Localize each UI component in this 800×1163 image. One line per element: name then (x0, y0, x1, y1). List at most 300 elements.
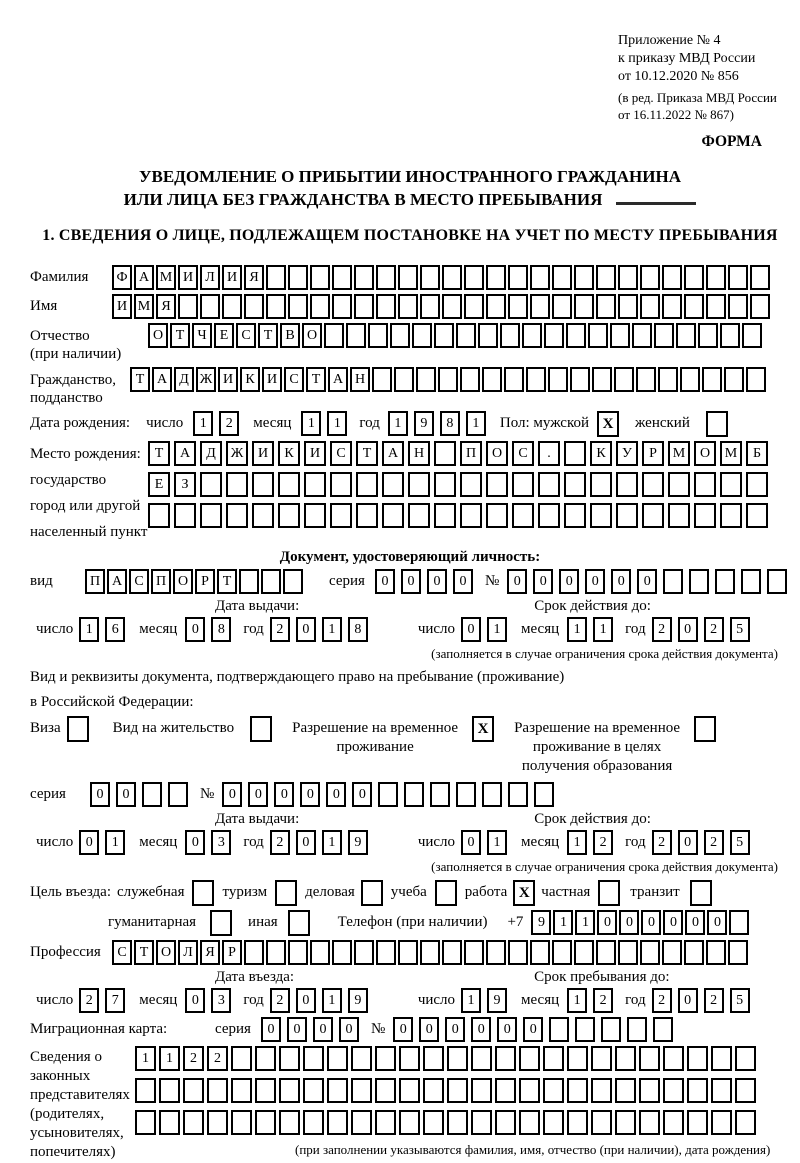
char-cell[interactable]: Т (134, 940, 154, 965)
char-cell[interactable] (728, 940, 748, 965)
char-cell[interactable] (640, 265, 660, 290)
char-cell[interactable] (687, 1046, 708, 1071)
char-cell[interactable]: 2 (593, 988, 613, 1013)
char-cell[interactable]: Д (200, 441, 222, 466)
char-cell[interactable] (767, 569, 787, 594)
char-cell[interactable]: Я (200, 940, 220, 965)
char-cell[interactable]: 0 (611, 569, 631, 594)
char-cell[interactable] (567, 1110, 588, 1135)
char-cell[interactable]: Р (195, 569, 215, 594)
purpose-transit-checkbox[interactable] (690, 880, 712, 906)
char-cell[interactable] (310, 265, 330, 290)
char-cell[interactable]: 1 (322, 988, 342, 1013)
char-cell[interactable] (512, 472, 534, 497)
char-cell[interactable] (183, 1078, 204, 1103)
purpose-business-checkbox[interactable] (361, 880, 383, 906)
char-cell[interactable]: 1 (322, 830, 342, 855)
char-cell[interactable] (420, 265, 440, 290)
char-cell[interactable]: М (134, 294, 154, 319)
char-cell[interactable] (601, 1017, 621, 1042)
char-cell[interactable]: 0 (79, 830, 99, 855)
char-cell[interactable] (654, 323, 674, 348)
temp-residence-checkbox[interactable]: X (472, 716, 494, 742)
char-cell[interactable] (519, 1078, 540, 1103)
char-cell[interactable] (684, 265, 704, 290)
char-cell[interactable]: 1 (461, 988, 481, 1013)
char-cell[interactable]: М (156, 265, 176, 290)
char-cell[interactable] (420, 940, 440, 965)
char-cell[interactable] (538, 503, 560, 528)
char-cell[interactable] (278, 472, 300, 497)
char-cell[interactable]: Я (244, 265, 264, 290)
char-cell[interactable]: 6 (105, 617, 125, 642)
char-cell[interactable] (460, 367, 480, 392)
char-cell[interactable] (500, 323, 520, 348)
char-cell[interactable] (434, 503, 456, 528)
char-cell[interactable] (642, 472, 664, 497)
char-cell[interactable] (615, 1078, 636, 1103)
purpose-private-checkbox[interactable] (598, 880, 620, 906)
char-cell[interactable]: Т (130, 367, 150, 392)
char-cell[interactable] (231, 1110, 252, 1135)
char-cell[interactable] (354, 940, 374, 965)
char-cell[interactable]: И (112, 294, 132, 319)
char-cell[interactable] (614, 367, 634, 392)
char-cell[interactable]: 1 (487, 617, 507, 642)
char-cell[interactable]: 7 (105, 988, 125, 1013)
char-cell[interactable] (591, 1046, 612, 1071)
char-cell[interactable] (591, 1078, 612, 1103)
char-cell[interactable] (255, 1110, 276, 1135)
char-cell[interactable] (653, 1017, 673, 1042)
char-cell[interactable]: 1 (159, 1046, 180, 1071)
char-cell[interactable]: 0 (185, 988, 205, 1013)
char-cell[interactable]: П (151, 569, 171, 594)
char-cell[interactable] (534, 782, 554, 807)
sex-male-checkbox[interactable]: X (597, 411, 619, 437)
char-cell[interactable]: 1 (567, 830, 587, 855)
char-cell[interactable] (278, 503, 300, 528)
char-cell[interactable]: 0 (619, 910, 639, 935)
char-cell[interactable] (346, 323, 366, 348)
char-cell[interactable] (252, 503, 274, 528)
char-cell[interactable]: 2 (704, 830, 724, 855)
char-cell[interactable]: 0 (352, 782, 372, 807)
char-cell[interactable] (332, 265, 352, 290)
char-cell[interactable]: Т (217, 569, 237, 594)
char-cell[interactable]: С (129, 569, 149, 594)
char-cell[interactable] (330, 503, 352, 528)
char-cell[interactable] (398, 265, 418, 290)
char-cell[interactable]: 1 (567, 988, 587, 1013)
char-cell[interactable]: 0 (678, 617, 698, 642)
purpose-other-checkbox[interactable] (288, 910, 310, 936)
char-cell[interactable] (330, 472, 352, 497)
char-cell[interactable]: 1 (322, 617, 342, 642)
char-cell[interactable] (464, 294, 484, 319)
char-cell[interactable]: И (252, 441, 274, 466)
char-cell[interactable]: С (284, 367, 304, 392)
char-cell[interactable] (327, 1078, 348, 1103)
char-cell[interactable] (471, 1110, 492, 1135)
char-cell[interactable] (548, 367, 568, 392)
char-cell[interactable] (618, 294, 638, 319)
char-cell[interactable] (356, 472, 378, 497)
char-cell[interactable]: 0 (296, 830, 316, 855)
char-cell[interactable]: 2 (593, 830, 613, 855)
char-cell[interactable] (668, 472, 690, 497)
char-cell[interactable] (519, 1046, 540, 1071)
purpose-official-checkbox[interactable] (192, 880, 214, 906)
char-cell[interactable]: 0 (375, 569, 395, 594)
char-cell[interactable] (399, 1110, 420, 1135)
char-cell[interactable]: Т (306, 367, 326, 392)
char-cell[interactable]: 2 (704, 988, 724, 1013)
char-cell[interactable] (471, 1078, 492, 1103)
char-cell[interactable] (549, 1017, 569, 1042)
char-cell[interactable]: 0 (326, 782, 346, 807)
char-cell[interactable] (174, 503, 196, 528)
char-cell[interactable]: 1 (553, 910, 573, 935)
char-cell[interactable] (543, 1078, 564, 1103)
char-cell[interactable]: 2 (207, 1046, 228, 1071)
char-cell[interactable] (694, 472, 716, 497)
char-cell[interactable] (303, 1078, 324, 1103)
char-cell[interactable]: 9 (531, 910, 551, 935)
char-cell[interactable] (552, 940, 572, 965)
char-cell[interactable] (668, 503, 690, 528)
char-cell[interactable] (471, 1046, 492, 1071)
char-cell[interactable]: А (107, 569, 127, 594)
char-cell[interactable]: 0 (445, 1017, 465, 1042)
char-cell[interactable] (495, 1078, 516, 1103)
char-cell[interactable] (592, 367, 612, 392)
char-cell[interactable] (255, 1046, 276, 1071)
char-cell[interactable]: 0 (497, 1017, 517, 1042)
edu-residence-checkbox[interactable] (694, 716, 716, 742)
char-cell[interactable]: О (694, 441, 716, 466)
char-cell[interactable] (662, 294, 682, 319)
char-cell[interactable]: Л (200, 265, 220, 290)
char-cell[interactable]: 2 (270, 830, 290, 855)
char-cell[interactable] (574, 265, 594, 290)
char-cell[interactable]: 1 (487, 830, 507, 855)
char-cell[interactable] (639, 1078, 660, 1103)
char-cell[interactable]: Р (222, 940, 242, 965)
char-cell[interactable] (200, 294, 220, 319)
char-cell[interactable]: А (134, 265, 154, 290)
char-cell[interactable] (376, 265, 396, 290)
char-cell[interactable] (552, 294, 572, 319)
char-cell[interactable] (438, 367, 458, 392)
char-cell[interactable] (728, 265, 748, 290)
char-cell[interactable] (404, 782, 424, 807)
char-cell[interactable] (375, 1110, 396, 1135)
char-cell[interactable] (508, 294, 528, 319)
char-cell[interactable]: 8 (348, 617, 368, 642)
char-cell[interactable]: 0 (533, 569, 553, 594)
char-cell[interactable]: П (85, 569, 105, 594)
char-cell[interactable] (618, 265, 638, 290)
char-cell[interactable]: 2 (704, 617, 724, 642)
char-cell[interactable]: 0 (678, 830, 698, 855)
char-cell[interactable] (530, 940, 550, 965)
char-cell[interactable]: 1 (593, 617, 613, 642)
char-cell[interactable] (574, 940, 594, 965)
char-cell[interactable] (616, 472, 638, 497)
char-cell[interactable] (636, 367, 656, 392)
char-cell[interactable]: 0 (393, 1017, 413, 1042)
char-cell[interactable] (706, 265, 726, 290)
char-cell[interactable] (423, 1078, 444, 1103)
char-cell[interactable] (356, 503, 378, 528)
char-cell[interactable] (442, 265, 462, 290)
char-cell[interactable]: 1 (388, 411, 408, 436)
char-cell[interactable] (266, 265, 286, 290)
char-cell[interactable]: 2 (270, 617, 290, 642)
visa-checkbox[interactable] (67, 716, 89, 742)
char-cell[interactable]: 1 (105, 830, 125, 855)
char-cell[interactable]: Т (258, 323, 278, 348)
char-cell[interactable]: 0 (261, 1017, 281, 1042)
char-cell[interactable] (564, 441, 586, 466)
char-cell[interactable]: 1 (466, 411, 486, 436)
char-cell[interactable] (750, 265, 770, 290)
char-cell[interactable]: 0 (685, 910, 705, 935)
char-cell[interactable] (720, 323, 740, 348)
char-cell[interactable] (741, 569, 761, 594)
char-cell[interactable] (408, 472, 430, 497)
char-cell[interactable]: К (590, 441, 612, 466)
char-cell[interactable] (351, 1046, 372, 1071)
char-cell[interactable]: Т (170, 323, 190, 348)
char-cell[interactable]: П (460, 441, 482, 466)
char-cell[interactable]: К (240, 367, 260, 392)
char-cell[interactable]: 5 (730, 988, 750, 1013)
char-cell[interactable]: 0 (461, 617, 481, 642)
char-cell[interactable] (711, 1046, 732, 1071)
char-cell[interactable] (376, 294, 396, 319)
char-cell[interactable] (676, 323, 696, 348)
char-cell[interactable] (375, 1046, 396, 1071)
char-cell[interactable]: 3 (211, 988, 231, 1013)
char-cell[interactable]: Ж (226, 441, 248, 466)
char-cell[interactable]: Е (214, 323, 234, 348)
char-cell[interactable]: 1 (567, 617, 587, 642)
char-cell[interactable] (398, 294, 418, 319)
char-cell[interactable]: А (328, 367, 348, 392)
char-cell[interactable]: 0 (185, 617, 205, 642)
char-cell[interactable] (486, 940, 506, 965)
char-cell[interactable] (420, 294, 440, 319)
char-cell[interactable] (482, 367, 502, 392)
char-cell[interactable] (658, 367, 678, 392)
char-cell[interactable] (742, 323, 762, 348)
char-cell[interactable] (200, 503, 222, 528)
char-cell[interactable] (746, 503, 768, 528)
char-cell[interactable] (226, 503, 248, 528)
char-cell[interactable]: 2 (270, 988, 290, 1013)
char-cell[interactable] (615, 1110, 636, 1135)
char-cell[interactable]: 0 (678, 988, 698, 1013)
char-cell[interactable] (310, 294, 330, 319)
char-cell[interactable] (183, 1110, 204, 1135)
char-cell[interactable] (486, 472, 508, 497)
char-cell[interactable] (706, 294, 726, 319)
char-cell[interactable]: 9 (487, 988, 507, 1013)
char-cell[interactable] (310, 940, 330, 965)
char-cell[interactable] (332, 294, 352, 319)
char-cell[interactable]: 0 (296, 617, 316, 642)
char-cell[interactable]: Р (642, 441, 664, 466)
char-cell[interactable] (616, 503, 638, 528)
char-cell[interactable] (706, 940, 726, 965)
char-cell[interactable] (735, 1110, 756, 1135)
char-cell[interactable]: 0 (274, 782, 294, 807)
char-cell[interactable] (687, 1110, 708, 1135)
char-cell[interactable]: 0 (707, 910, 727, 935)
char-cell[interactable]: И (178, 265, 198, 290)
char-cell[interactable] (351, 1078, 372, 1103)
char-cell[interactable] (327, 1046, 348, 1071)
char-cell[interactable]: С (236, 323, 256, 348)
char-cell[interactable]: 0 (90, 782, 110, 807)
char-cell[interactable]: Е (148, 472, 170, 497)
char-cell[interactable] (720, 472, 742, 497)
char-cell[interactable] (222, 294, 242, 319)
char-cell[interactable] (398, 940, 418, 965)
char-cell[interactable] (564, 472, 586, 497)
char-cell[interactable]: 9 (348, 830, 368, 855)
char-cell[interactable] (735, 1078, 756, 1103)
char-cell[interactable] (394, 367, 414, 392)
char-cell[interactable] (574, 294, 594, 319)
char-cell[interactable]: О (302, 323, 322, 348)
char-cell[interactable] (354, 294, 374, 319)
char-cell[interactable]: 2 (219, 411, 239, 436)
char-cell[interactable]: 1 (79, 617, 99, 642)
char-cell[interactable] (382, 503, 404, 528)
char-cell[interactable] (304, 472, 326, 497)
char-cell[interactable] (640, 294, 660, 319)
char-cell[interactable] (135, 1110, 156, 1135)
char-cell[interactable] (495, 1046, 516, 1071)
char-cell[interactable] (526, 367, 546, 392)
char-cell[interactable]: И (304, 441, 326, 466)
char-cell[interactable]: Ж (196, 367, 216, 392)
char-cell[interactable] (588, 323, 608, 348)
char-cell[interactable]: М (668, 441, 690, 466)
char-cell[interactable] (694, 503, 716, 528)
char-cell[interactable]: И (218, 367, 238, 392)
char-cell[interactable]: 1 (193, 411, 213, 436)
char-cell[interactable] (663, 1110, 684, 1135)
purpose-tourism-checkbox[interactable] (275, 880, 297, 906)
char-cell[interactable] (456, 323, 476, 348)
char-cell[interactable] (442, 294, 462, 319)
char-cell[interactable] (596, 265, 616, 290)
char-cell[interactable] (226, 472, 248, 497)
char-cell[interactable] (543, 1046, 564, 1071)
char-cell[interactable]: 1 (575, 910, 595, 935)
char-cell[interactable] (530, 265, 550, 290)
char-cell[interactable]: Я (156, 294, 176, 319)
char-cell[interactable] (530, 294, 550, 319)
char-cell[interactable]: У (616, 441, 638, 466)
char-cell[interactable] (399, 1046, 420, 1071)
char-cell[interactable] (610, 323, 630, 348)
char-cell[interactable] (640, 940, 660, 965)
char-cell[interactable] (590, 503, 612, 528)
char-cell[interactable] (687, 1078, 708, 1103)
char-cell[interactable] (567, 1046, 588, 1071)
char-cell[interactable]: 0 (339, 1017, 359, 1042)
char-cell[interactable]: О (156, 940, 176, 965)
char-cell[interactable] (566, 323, 586, 348)
char-cell[interactable] (460, 503, 482, 528)
char-cell[interactable] (168, 782, 188, 807)
char-cell[interactable]: А (174, 441, 196, 466)
char-cell[interactable] (750, 294, 770, 319)
char-cell[interactable] (495, 1110, 516, 1135)
char-cell[interactable]: Т (148, 441, 170, 466)
char-cell[interactable] (375, 1078, 396, 1103)
char-cell[interactable] (324, 323, 344, 348)
char-cell[interactable]: С (330, 441, 352, 466)
char-cell[interactable]: А (152, 367, 172, 392)
char-cell[interactable] (159, 1078, 180, 1103)
char-cell[interactable] (456, 782, 476, 807)
char-cell[interactable] (200, 472, 222, 497)
char-cell[interactable] (591, 1110, 612, 1135)
char-cell[interactable] (642, 503, 664, 528)
char-cell[interactable]: 9 (348, 988, 368, 1013)
char-cell[interactable]: 2 (652, 617, 672, 642)
char-cell[interactable] (412, 323, 432, 348)
char-cell[interactable] (522, 323, 542, 348)
char-cell[interactable]: 3 (211, 830, 231, 855)
char-cell[interactable] (715, 569, 735, 594)
char-cell[interactable]: 2 (79, 988, 99, 1013)
char-cell[interactable] (543, 1110, 564, 1135)
char-cell[interactable]: Н (350, 367, 370, 392)
char-cell[interactable]: 1 (301, 411, 321, 436)
char-cell[interactable] (283, 569, 303, 594)
char-cell[interactable] (378, 782, 398, 807)
char-cell[interactable] (698, 323, 718, 348)
char-cell[interactable] (486, 503, 508, 528)
char-cell[interactable] (663, 1078, 684, 1103)
char-cell[interactable] (508, 265, 528, 290)
char-cell[interactable] (442, 940, 462, 965)
char-cell[interactable] (627, 1017, 647, 1042)
char-cell[interactable]: А (382, 441, 404, 466)
char-cell[interactable]: 5 (730, 617, 750, 642)
char-cell[interactable] (351, 1110, 372, 1135)
char-cell[interactable]: 1 (327, 411, 347, 436)
char-cell[interactable] (464, 265, 484, 290)
purpose-humanitarian-checkbox[interactable] (210, 910, 232, 936)
char-cell[interactable]: 0 (523, 1017, 543, 1042)
char-cell[interactable] (596, 940, 616, 965)
char-cell[interactable] (552, 265, 572, 290)
char-cell[interactable] (504, 367, 524, 392)
char-cell[interactable]: С (512, 441, 534, 466)
char-cell[interactable]: Т (356, 441, 378, 466)
char-cell[interactable]: 0 (419, 1017, 439, 1042)
char-cell[interactable] (255, 1078, 276, 1103)
char-cell[interactable] (434, 441, 456, 466)
